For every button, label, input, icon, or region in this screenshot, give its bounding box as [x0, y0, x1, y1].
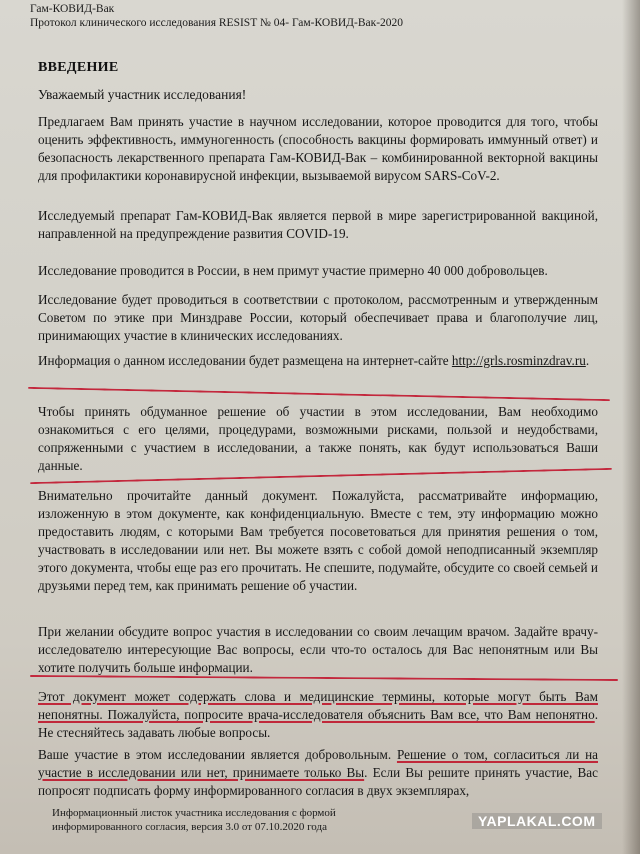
paragraph-informed-decision: Чтобы принять обдуманное решение об участии в этом исследовании, Вам необходимо ознакомиться с его целями, процедурами, возможными рисками, пользой и неудобствами, сопряженными с участием в исследовании, а также понять, как будут использоваться Ваши данные. [38, 404, 598, 473]
paragraph-voluntary [38, 746, 598, 800]
paragraph-first-vaccine: Исследуемый препарат Гам-КОВИД-Вак является первой в мире зарегистрированной вакциной, направленной на предупреждение развития COVID-19. [38, 208, 598, 241]
header-protocol: Протокол клинического исследования RESIST № 04- Гам-КОВИД-Вак-2020 [30, 17, 404, 29]
info-site-end: . [585, 353, 590, 368]
paragraph-ask-doctor: При желании обсудите вопрос участия в исследовании со своим лечащим врачом. Задайте врачу-исследователю интересующие Вас вопросы, если что-то осталось для Вас непонятным или Вы хотите получить больше информации. [38, 624, 598, 675]
greeting: Уважаемый участник исследования! [38, 87, 247, 102]
registry-link[interactable]: http://grls.rosminzdrav.ru [451, 353, 586, 368]
paragraph-purpose: Предлагаем Вам принять участие в научном исследовании, которое проводится для того, чтобы оценить эффективность, иммуногенность (способность вакцины формировать иммунный ответ) и безопасность лекарственного препарата Гам-КОВИД-Вак – комбинированной векторной вакцины для профилактики коронавирусной инфекции, вызываемой вирусом SARS-CoV-2. [38, 114, 598, 183]
footer-line-1: Информационный листок участника исследования с формой [52, 807, 336, 819]
paragraph-info-site [38, 352, 598, 370]
underlined-terms-text: Этот документ может содержать слова и медицинские термины, которые могут быть Вам непонятны. Пожалуйста, попросите врача-исследователя объяснить Вам все, что Вам непонятно [38, 689, 598, 722]
footer-line-2: информированного согласия, версия 3.0 от 07.10.2020 года [52, 821, 327, 833]
terms-text-rest: . Не стесняйтесь задавать любые вопросы. [38, 707, 598, 740]
voluntary-text-end: . Если Вы решите принять участие, Вас попросят подписать форму информированного согласия в двух экземплярах, [38, 765, 598, 798]
marker-line [28, 387, 610, 401]
paragraph-medical-terms [38, 688, 598, 742]
voluntary-text-start: Ваше участие в этом исследовании является добровольным. [38, 747, 397, 762]
site-watermark: YAPLAKAL.COM [472, 813, 602, 829]
paragraph-ethics: Исследование будет проводиться в соответствии с протоколом, рассмотренным и утвержденным Советом по этике при Минздраве России, который обеспечивает права и благополучие лиц, принимающих участие в клинических исследованиях. [38, 292, 598, 343]
section-title: ВВЕДЕНИЕ [38, 60, 119, 75]
paragraph-volunteers: Исследование проводится в России, в нем примут участие примерно 40 000 добровольцев. [38, 263, 548, 278]
header-drug-name: Гам-КОВИД-Вак [30, 3, 115, 15]
info-site-text: Информация о данном исследовании будет размещена на интернет-сайте [38, 353, 452, 368]
document-footer [52, 806, 336, 834]
document-header [30, 2, 403, 30]
paragraph-read-carefully: Внимательно прочитайте данный документ. Пожалуйста, рассматривайте информацию, изложенную в этом документе, как конфиденциальную. Вместе с тем, эту информацию можно предоставить людям, с которыми Вам требуется посоветоваться для принятия решения о том, участвовать в исследовании или нет. Вы можете взять с собой домой неподписанный экземпляр этого документа, чтобы еще раз его прочитать. Не спешите, подумайте, обсудите со своей семьей и друзьями перед тем, как принимать решение об участии. [38, 488, 598, 593]
underlined-decision-text: Решение о том, согласиться ли на участие в исследовании или нет, принимаете только Вы [38, 747, 598, 780]
